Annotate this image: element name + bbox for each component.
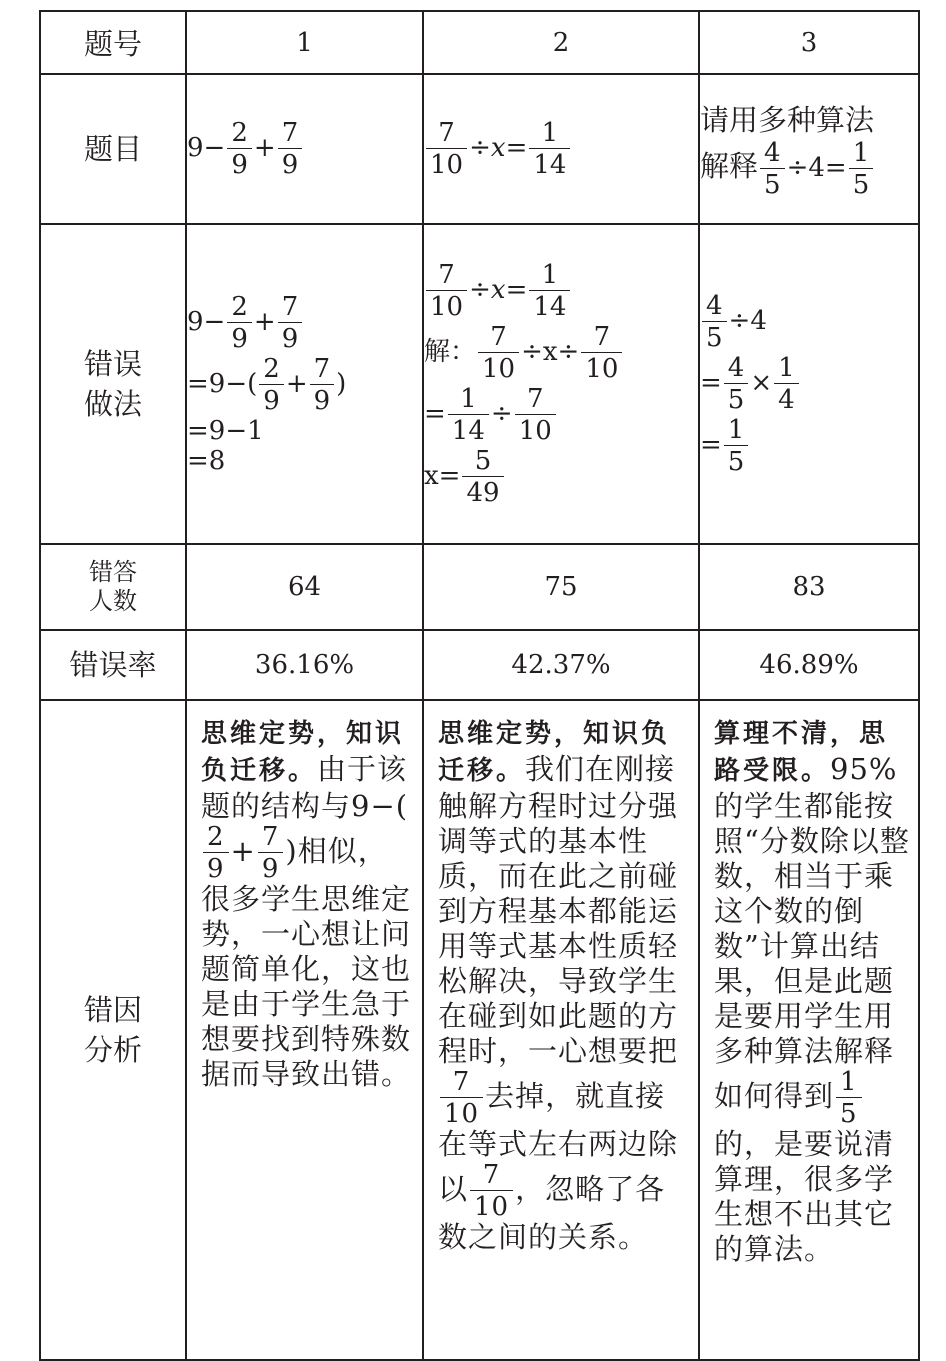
row-label-wrong-count: 错答 人数 xyxy=(40,544,186,630)
error-analysis-table xyxy=(39,10,920,1361)
question-row xyxy=(40,74,919,224)
q2-wrong-count: 75 xyxy=(423,544,699,630)
q2-reason-heading: 思维定势，知识负迁移。 xyxy=(438,719,671,786)
q1-error-rate: 36.16% xyxy=(186,630,423,700)
q2-wrong-method: $\frac{7}{10}$ ÷x= $\frac{1}{14}$ 解： $\frac{7}{10}$ ÷x÷ $\frac{7}{10}$ = $\frac{1}{14}$ ÷ $\frac{7}{10}$ x= $\frac{5}{49}$ xyxy=(423,224,699,544)
row-label-error-rate: 错误率 xyxy=(40,630,186,700)
q1-wrong-count: 64 xyxy=(186,544,423,630)
q1-question: 9− $\frac{2}{9}$ + $\frac{7}{9}$ xyxy=(186,74,423,224)
row-label-reason: 错因 分析 xyxy=(40,700,186,1360)
q3-question: 请用多种算法 解释 $\frac{4}{5}$ ÷4= $\frac{1}{5}$ xyxy=(699,74,919,224)
header-row xyxy=(40,11,919,74)
q1-wrong-method: 9− $\frac{2}{9}$ + $\frac{7}{9}$ =9−( $\frac{2}{9}$ + $\frac{7}{9}$ ) =9−1 =8 xyxy=(186,224,423,544)
q1-reason-analysis: 思维定势，知识负迁移。由于该题的结构与9−( $\frac{2}{9}$ + $\frac{7}{9}$ )相似，很多学生思维定势，一心想让问题简单化，这也是由于学生急于想要找到特殊数据而导致出错。 xyxy=(186,700,423,1360)
q2-reason-analysis: 思维定势，知识负迁移。我们在刚接触解方程时过分强调等式的基本性质，而在此之前碰到方程基本都能运用等式基本性质轻松解决，导致学生在碰到如此题的方程时，一心想要把 $\frac{7}{10}$ 去掉，就直接在等式左右两边除以 $\frac{7}{10}$ ，忽略了各数之间的关系。 xyxy=(423,700,699,1360)
header-q1: 1 xyxy=(186,11,423,74)
q3-wrong-method: $\frac{4}{5}$ ÷4 = $\frac{4}{5}$ × $\frac{1}{4}$ = $\frac{1}{5}$ xyxy=(699,224,919,544)
row-label-wrong-method: 错误 做法 xyxy=(40,224,186,544)
reason-row xyxy=(40,700,919,1360)
q2-error-rate: 42.37% xyxy=(423,630,699,700)
header-q2: 2 xyxy=(423,11,699,74)
q3-wrong-count: 83 xyxy=(699,544,919,630)
q1-reason-heading: 思维定势，知识负迁移。 xyxy=(201,719,405,786)
q3-error-rate: 46.89% xyxy=(699,630,919,700)
header-q3: 3 xyxy=(699,11,919,74)
wrong-method-row xyxy=(40,224,919,544)
q3-reason-analysis: 算理不清，思路受限。95%的学生都能按照“分数除以整数，相当于乘这个数的倒数”计算出结果，但是此题是要用学生用多种算法解释如何得到 $\frac{1}{5}$ 的，是要说清算理，很多学生想不出其它的算法。 xyxy=(699,700,919,1360)
q2-question: $\frac{7}{10}$ ÷x= $\frac{1}{14}$ xyxy=(423,74,699,224)
q3-reason-heading: 算理不清，思路受限。 xyxy=(714,719,889,786)
row-label-question: 题目 xyxy=(40,74,186,224)
error-rate-row xyxy=(40,630,919,700)
header-label: 题号 xyxy=(40,11,186,74)
wrong-count-row xyxy=(40,544,919,630)
